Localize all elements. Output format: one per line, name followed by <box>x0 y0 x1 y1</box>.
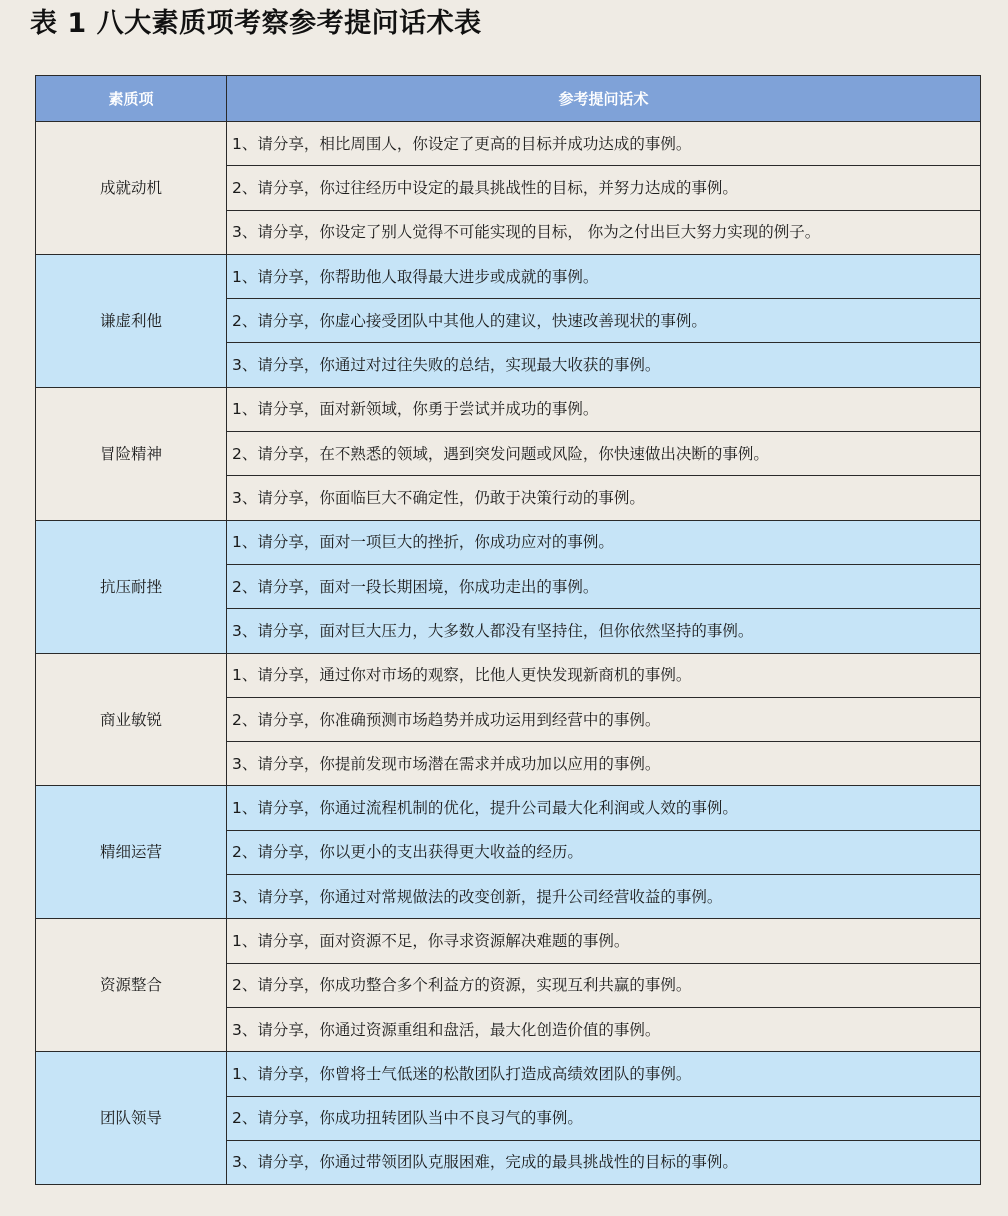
question-text: 1、请分享，面对一项巨大的挫折，你成功应对的事例。 <box>227 520 981 564</box>
question-text: 3、请分享，你提前发现市场潜在需求并成功加以应用的事例。 <box>227 742 981 786</box>
question-table <box>35 75 981 1185</box>
quality-name: 精细运营 <box>36 786 227 919</box>
quality-group <box>36 786 981 919</box>
question-text: 3、请分享，你通过对过往失败的总结，实现最大收获的事例。 <box>227 343 981 387</box>
question-text: 2、请分享，面对一段长期困境，你成功走出的事例。 <box>227 564 981 608</box>
quality-name: 成就动机 <box>36 122 227 255</box>
quality-group <box>36 653 981 786</box>
question-text: 1、请分享，通过你对市场的观察，比他人更快发现新商机的事例。 <box>227 653 981 697</box>
quality-name: 商业敏锐 <box>36 653 227 786</box>
table-row <box>36 1052 981 1096</box>
table-title: 表 1 八大素质项考察参考提问话术表 <box>30 8 482 39</box>
quality-group <box>36 387 981 520</box>
table-row <box>36 254 981 298</box>
question-text: 3、请分享，你面临巨大不确定性，仍敢于决策行动的事例。 <box>227 476 981 520</box>
question-text: 2、请分享，你以更小的支出获得更大收益的经历。 <box>227 830 981 874</box>
question-text: 1、请分享，面对资源不足，你寻求资源解决难题的事例。 <box>227 919 981 963</box>
table-row <box>36 919 981 963</box>
question-text: 1、请分享，你曾将士气低迷的松散团队打造成高绩效团队的事例。 <box>227 1052 981 1096</box>
quality-name: 谦虚利他 <box>36 254 227 387</box>
question-text: 2、请分享，你成功扭转团队当中不良习气的事例。 <box>227 1096 981 1140</box>
question-text: 1、请分享，你帮助他人取得最大进步或成就的事例。 <box>227 254 981 298</box>
table-row <box>36 653 981 697</box>
table-row <box>36 520 981 564</box>
header-questions: 参考提问话术 <box>227 76 981 122</box>
question-text: 2、请分享，你过往经历中设定的最具挑战性的目标，并努力达成的事例。 <box>227 166 981 210</box>
header-row <box>36 76 981 122</box>
question-text: 3、请分享，面对巨大压力，大多数人都没有坚持住，但你依然坚持的事例。 <box>227 609 981 653</box>
question-text: 2、请分享，你成功整合多个利益方的资源，实现互利共赢的事例。 <box>227 963 981 1007</box>
quality-group <box>36 254 981 387</box>
question-text: 3、请分享，你通过对常规做法的改变创新，提升公司经营收益的事例。 <box>227 875 981 919</box>
question-text: 2、请分享，你准确预测市场趋势并成功运用到经营中的事例。 <box>227 697 981 741</box>
question-text: 3、请分享，你通过资源重组和盘活，最大化创造价值的事例。 <box>227 1007 981 1051</box>
question-text: 1、请分享，面对新领域，你勇于尝试并成功的事例。 <box>227 387 981 431</box>
question-text: 1、请分享，你通过流程机制的优化，提升公司最大化利润或人效的事例。 <box>227 786 981 830</box>
quality-name: 资源整合 <box>36 919 227 1052</box>
question-text: 1、请分享，相比周围人，你设定了更高的目标并成功达成的事例。 <box>227 122 981 166</box>
quality-group <box>36 122 981 255</box>
quality-name: 团队领导 <box>36 1052 227 1185</box>
quality-group <box>36 1052 981 1185</box>
quality-group <box>36 520 981 653</box>
quality-name: 抗压耐挫 <box>36 520 227 653</box>
table-row <box>36 387 981 431</box>
table-row <box>36 786 981 830</box>
quality-name: 冒险精神 <box>36 387 227 520</box>
quality-group <box>36 919 981 1052</box>
question-text: 2、请分享，你虚心接受团队中其他人的建议，快速改善现状的事例。 <box>227 299 981 343</box>
question-text: 3、请分享，你设定了别人觉得不可能实现的目标， 你为之付出巨大努力实现的例子。 <box>227 210 981 254</box>
question-text: 2、请分享，在不熟悉的领域，遇到突发问题或风险，你快速做出决断的事例。 <box>227 432 981 476</box>
question-text: 3、请分享，你通过带领团队克服困难，完成的最具挑战性的目标的事例。 <box>227 1140 981 1184</box>
header-quality: 素质项 <box>36 76 227 122</box>
table-row <box>36 122 981 166</box>
